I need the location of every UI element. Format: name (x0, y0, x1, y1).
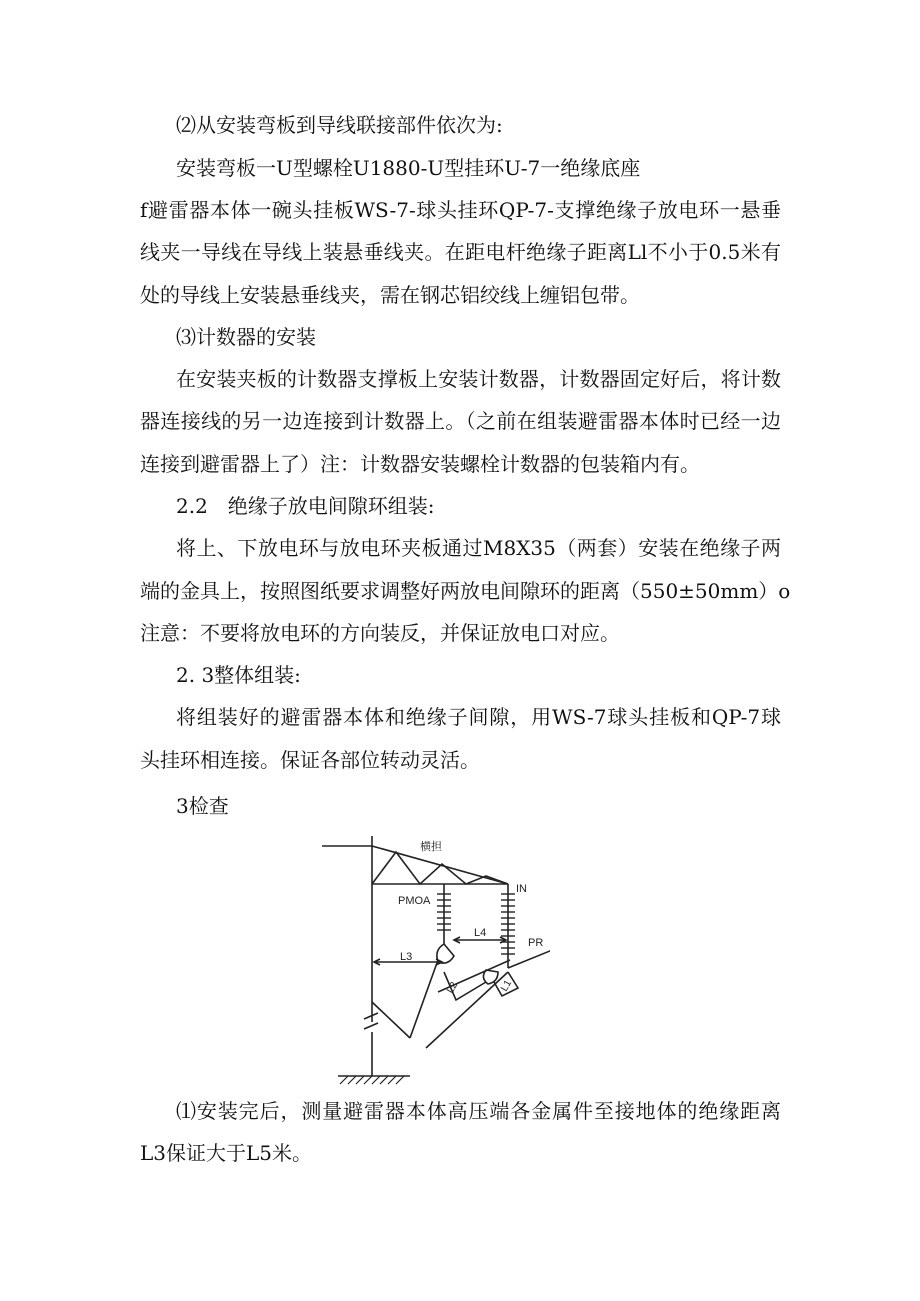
l1-label: L1 (499, 978, 515, 994)
paragraph-line: 端的金具上，按照图纸要求调整好两放电间隙环的距离（550±50mm）o (140, 579, 791, 603)
section-heading: 2. 3整体组装: (176, 663, 301, 687)
paragraph-line: 连接到避雷器上了）注：计数器安装螺栓计数器的包装箱内有。 (140, 452, 700, 476)
paragraph-line: 头挂环相连接。保证各部位转动灵活。 (140, 748, 480, 772)
pmoa-label: PMOA (398, 895, 431, 907)
installation-diagram-svg (320, 832, 550, 1092)
section-heading: 3检查 (176, 794, 229, 818)
installation-diagram (320, 832, 550, 1092)
paragraph-line: 注意：不要将放电环的方向装反，并保证放电口对应。 (140, 621, 620, 645)
paragraph-line: ⑴安装完后，测量避雷器本体高压端各金属件至接地体的绝缘距离 (176, 1099, 781, 1123)
l2-label: L2 (445, 980, 461, 996)
pr-label: PR (528, 937, 544, 949)
paragraph-line: 将组装好的避雷器本体和绝缘子间隙，用WS-7球头挂板和QP-7球 (176, 705, 781, 729)
l4-label: L4 (474, 927, 487, 939)
paragraph-line: ⑶计数器的安装 (176, 325, 316, 349)
paragraph-line: L3保证大于L5米。 (140, 1141, 313, 1165)
paragraph-line: 器连接线的另一边连接到计数器上。（之前在组装避雷器本体时已经一边 (140, 409, 781, 433)
section-heading: 2.2 绝缘子放电间隙环组装: (176, 494, 435, 518)
paragraph-line: f避雷器本体一碗头挂板WS-7-球头挂环QP-7-支撑绝缘子放电环一悬垂 (140, 198, 781, 222)
paragraph-line: 将上、下放电环与放电环夹板通过M8X35（两套）安装在绝缘子两 (176, 536, 781, 560)
crossarm-label: 横担 (420, 841, 442, 853)
in-label: IN (516, 883, 527, 895)
paragraph-line: 处的导线上安装悬垂线夹，需在钢芯铝绞线上缠铝包带。 (140, 283, 640, 307)
paragraph-line: ⑵从安装弯板到导线联接部件依次为: (176, 113, 503, 137)
paragraph-line: 安装弯板一U型螺栓U1880-U型挂环U-7一绝缘底座 (176, 156, 641, 180)
paragraph-line: 线夹一导线在导线上装悬垂线夹。在距电杆绝缘子距离Ll不小于0.5米有 (140, 240, 781, 264)
paragraph-line: 在安装夹板的计数器支撑板上安装计数器，计数器固定好后，将计数 (176, 367, 781, 391)
l3-label: L3 (400, 951, 413, 963)
